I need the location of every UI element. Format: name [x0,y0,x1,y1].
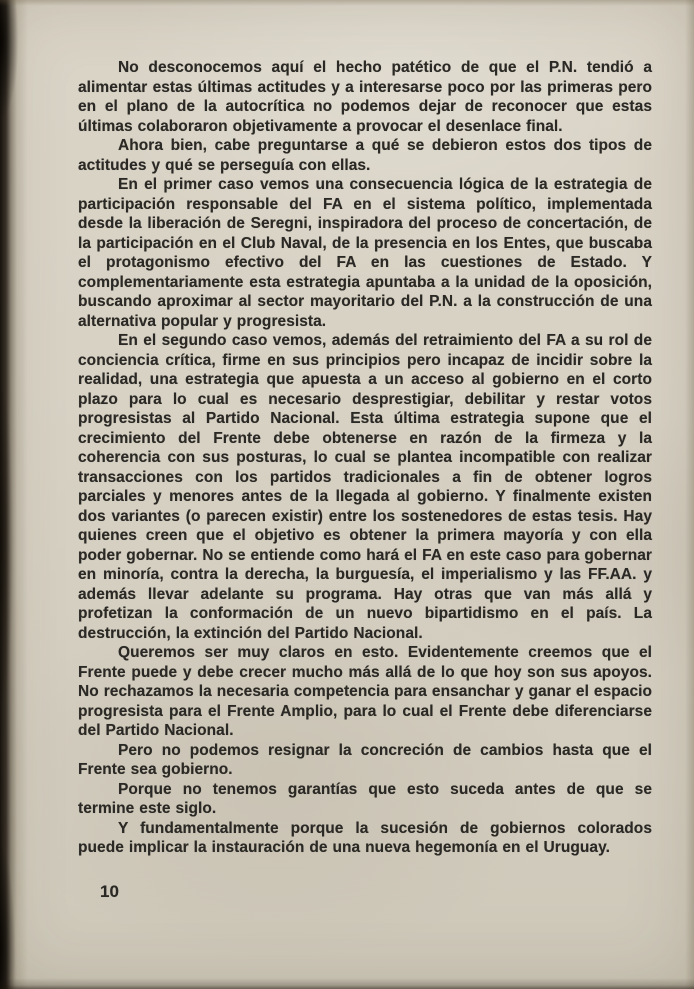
paragraph: No desconocemos aquí el hecho patético de que el P.N. tendió a alimentar estas últimas actitudes y a interesarse poco por las primeras pero en el plano de la autocrítica no podemos dejar de reconocer que estas últimas colaboraron objetivamente a provocar el desenlace final. [78,59,652,135]
page-number: 10 [100,881,120,901]
page-text-block [78,58,652,901]
scan-binding-edge [0,0,30,989]
scan-top-edge [0,0,694,6]
scan-bottom-edge [0,977,694,989]
paragraph: Pero no podemos resignar la concreción de cambios hasta que el Frente sea gobierno. [78,741,652,778]
paragraph: En el segundo caso vemos, además del retraimiento del FA a su rol de conciencia crítica, firme en sus principios pero incapaz de incidir sobre la realidad, una estrategia que apuesta a un acceso al gobierno en el corto plazo para lo cual es necesario desprestigiar, debilitar y restar votos progresistas al Partido Nacional. Esta última estrategia supone que el crecimiento del Frente debe obtenerse en razón de la firmeza y la coherencia con sus posturas, lo cual se plantea incompatible con realizar transacciones con los partidos tradicionales a fin de obtener logros parciales y menores antes de la llegada al gobierno. Y finalmente existen dos variantes (o parecen existir) entre los sostenedores de estas tesis. Hay quienes creen que el objetivo es obtener la primera mayoría y con ella poder gobernar. No se entiende como hará el FA en este caso para gobernar en minoría, contra la derecha, la burguesía, el imperialismo y las FF.AA. y además llevar adelante su programa. Hay otras que van más allá y profetizan la conformación de un nuevo bipartidismo en el país. La destrucción, la extinción del Partido Nacional. [78,332,652,642]
scan-right-edge [685,0,694,989]
paragraph: Y fundamentalmente porque la sucesión de gobiernos colorados puede implicar la instauración de una nueva hegemonía en el Uruguay. [78,819,652,856]
paragraph: Ahora bien, cabe preguntarse a qué se debieron estos dos tipos de actitudes y qué se perseguía con ellas. [78,137,652,174]
paragraph: Queremos ser muy claros en esto. Evidentemente creemos que el Frente puede y debe crecer mucho más allá de lo que hoy son sus apoyos. No rechazamos la necesaria competencia para ensanchar y ganar el espacio progresista para el Frente Amplio, para lo cual el Frente debe diferenciarse del Partido Nacional. [78,644,652,739]
paragraph: Porque no tenemos garantías que esto suceda antes de que se termine este siglo. [78,780,652,817]
paragraph: En el primer caso vemos una consecuencia lógica de la estrategia de participación responsable del FA en el sistema político, implementada desde la liberación de Seregni, inspiradora del proceso de concertación, de la participación en el Club Naval, de la presencia en los Entes, que buscaba el protagonismo efectivo del FA en las cuestiones de Estado. Y complementariamente esta estrategia apuntaba a la unidad de la oposición, buscando aproximar al sector mayoritario del P.N. a la construcción de una alternativa popular y progresista. [78,176,652,330]
